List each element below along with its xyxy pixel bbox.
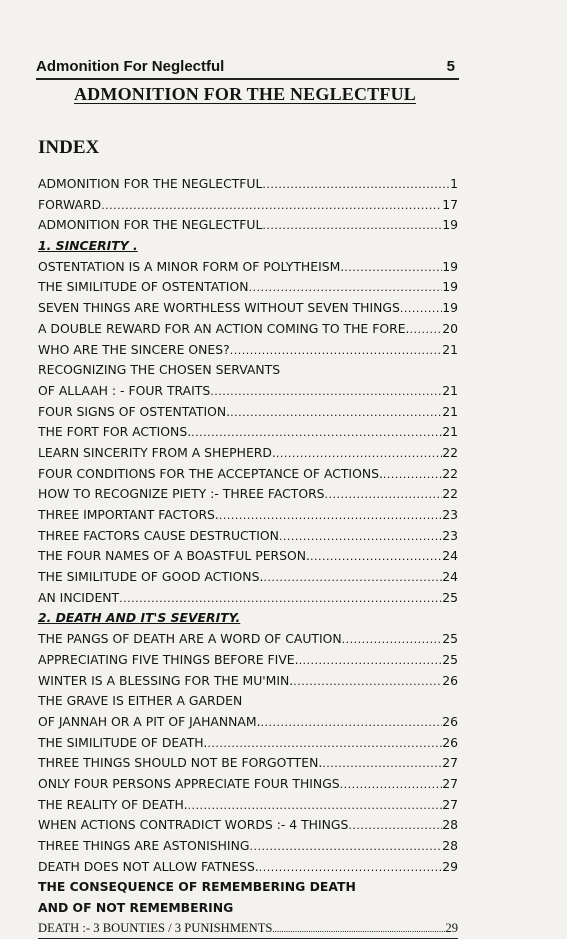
toc-entry <box>38 815 458 836</box>
toc-entry-title: OSTENTATION IS A MINOR FORM OF POLYTHEISM. <box>38 258 345 274</box>
toc-entry-page: 27 <box>442 755 458 771</box>
toc-entry-title: THREE FACTORS CAUSE DESTRUCTION <box>38 527 279 543</box>
toc-entry <box>38 422 458 443</box>
toc-entry <box>38 215 458 236</box>
dot-leader <box>230 341 443 361</box>
dot-leader <box>191 423 442 443</box>
toc-entry <box>38 588 458 609</box>
toc-entry-page: 21 <box>442 403 458 419</box>
dot-leader <box>279 527 442 547</box>
toc-entry-title: RECOGNIZING THE CHOSEN SERVANTS <box>38 362 281 378</box>
toc-entry <box>38 629 458 650</box>
dot-leader <box>400 299 442 319</box>
toc-entry-page: 28 <box>442 817 458 833</box>
toc-entry <box>38 505 458 526</box>
toc-entry <box>38 298 458 319</box>
toc-entry-title: 2. DEATH AND IT'S SEVERITY. <box>38 610 241 626</box>
toc-entry-page: 22 <box>442 444 458 460</box>
toc-entry-title: ONLY FOUR PERSONS APPRECIATE FOUR THINGS <box>38 775 340 791</box>
dot-leader <box>409 320 442 340</box>
toc-entry-title: THE FOUR NAMES OF A BOASTFUL PERSON. <box>38 548 310 564</box>
toc-entry-title: THE SIMILITUDE OF DEATH. <box>38 734 208 750</box>
toc-entry-page: 27 <box>442 796 458 812</box>
toc-entry <box>38 257 458 278</box>
toc-entry-title: THREE IMPORTANT FACTORS. <box>38 507 219 522</box>
toc-entry <box>38 381 458 402</box>
toc-entry <box>38 340 458 361</box>
toc-entry-title: THE SIMILITUDE OF OSTENTATION <box>38 279 249 295</box>
toc-entry-page: 27 <box>442 775 458 791</box>
dot-leader <box>276 444 442 464</box>
toc-entry <box>38 608 458 629</box>
dot-leader <box>322 754 442 774</box>
toc-entry-title: THE SIMILITUDE OF GOOD ACTIONS. <box>38 569 264 585</box>
dot-leader <box>262 175 450 195</box>
toc-entry <box>38 526 458 547</box>
toc-entry-page: 19 <box>442 300 458 316</box>
toc-entry <box>38 795 458 816</box>
toc-entry-page: 25 <box>442 589 458 605</box>
toc-entry <box>38 919 458 939</box>
toc-entry-title: 1. SINCERITY . <box>38 238 138 254</box>
toc-entry-title: FOUR CONDITIONS FOR THE ACCEPTANCE OF ACTIONS. <box>38 465 383 481</box>
dot-leader <box>325 485 443 505</box>
dot-leader <box>340 775 443 795</box>
dot-leader <box>383 465 442 485</box>
index-heading: INDEX <box>38 137 100 158</box>
toc-entry-page: 22 <box>442 465 458 481</box>
toc-entry-page: 23 <box>442 507 458 522</box>
toc-entry <box>38 898 458 919</box>
toc-entry <box>38 174 458 195</box>
toc-entry-page: 21 <box>442 424 458 440</box>
toc-entry-title: THE FORT FOR ACTIONS. <box>38 424 192 440</box>
toc-entry-page: 26 <box>442 672 458 688</box>
toc-entry-page: 26 <box>442 713 458 729</box>
toc-entry <box>38 774 458 795</box>
dot-leader <box>101 196 442 216</box>
toc-entry-page: 22 <box>442 486 458 502</box>
toc-entry <box>38 360 458 381</box>
toc-entry-page: 24 <box>442 548 458 564</box>
dot-leader <box>210 382 442 402</box>
toc-entry-title: ADMONITION FOR THE NEGLECTFUL <box>38 176 263 191</box>
dot-leader <box>262 216 442 236</box>
toc-entry-title: WHO ARE THE SINCERE ONES? <box>38 341 230 357</box>
toc-entry-title: DEATH DOES NOT ALLOW FATNESS. <box>38 858 259 874</box>
dot-leader <box>249 837 442 857</box>
toc-entry-title: FORWARD <box>38 196 102 212</box>
toc-entry <box>38 753 458 774</box>
toc-entry-page: 29 <box>445 920 458 935</box>
toc-entry-title: FOUR SIGNS OF OSTENTATION. <box>38 403 231 419</box>
toc-entry-page: 21 <box>442 341 458 357</box>
dot-leader <box>230 403 442 423</box>
toc-entry <box>38 877 458 898</box>
toc-entry-title: SEVEN THINGS ARE WORTHLESS WITHOUT SEVEN THINGS <box>38 300 400 316</box>
toc-entry-page: 24 <box>442 569 458 585</box>
toc-entry <box>38 236 458 257</box>
toc-entry-page: 25 <box>442 651 458 667</box>
toc-entry-title: APPRECIATING FIVE THINGS BEFORE FIVE. <box>38 651 299 667</box>
toc-entry <box>38 443 458 464</box>
toc-entry-page: 25 <box>442 631 458 647</box>
toc-entry-title: THREE THINGS ARE ASTONISHING <box>38 838 250 853</box>
toc-entry <box>38 546 458 567</box>
toc-entry <box>38 671 458 692</box>
toc-entry <box>38 319 458 340</box>
toc-entry-page: 19 <box>442 217 458 233</box>
toc-entry-title: DEATH :- 3 BOUNTIES / 3 PUNISHMENTS <box>38 920 273 935</box>
toc-entry-title: THE REALITY OF DEATH. <box>38 796 188 812</box>
toc-entry-title: ADMONITION FOR THE NEGLECTFUL <box>38 217 263 233</box>
toc-entry-page: 26 <box>442 734 458 750</box>
toc-entry-title: THREE THINGS SHOULD NOT BE FORGOTTEN. <box>38 755 323 771</box>
toc-entry-title: OF JANNAH OR A PIT OF JAHANNAM. <box>38 713 261 729</box>
dot-leader <box>207 734 442 754</box>
toc-entry-title: THE PANGS OF DEATH ARE A WORD OF CAUTION <box>38 631 342 647</box>
dot-leader <box>188 796 443 816</box>
dot-leader <box>272 920 445 939</box>
dot-leader <box>259 858 442 878</box>
toc-entry <box>38 402 458 423</box>
toc-entry-title: A DOUBLE REWARD FOR AN ACTION COMING TO THE FORE. <box>38 320 410 336</box>
toc-entry-title: AND OF NOT REMEMBERING <box>38 900 234 916</box>
running-title: Admonition For Neglectful <box>36 58 225 75</box>
toc-entry-title: LEARN SINCERITY FROM A SHEPHERD. <box>38 444 276 460</box>
toc-entry-title: THE CONSEQUENCE OF REMEMBERING DEATH <box>38 879 356 895</box>
document-title: ADMONITION FOR THE NEGLECTFUL <box>73 84 416 104</box>
toc-entry <box>38 691 458 712</box>
toc-entry-title: WHEN ACTIONS CONTRADICT WORDS :- 4 THINGS <box>38 817 349 833</box>
toc-entry-title: THE GRAVE IS EITHER A GARDEN <box>38 693 243 709</box>
toc-entry <box>38 195 458 216</box>
toc-entry <box>38 733 458 754</box>
toc-entry-title: HOW TO RECOGNIZE PIETY :- THREE FACTORS <box>38 486 325 502</box>
dot-leader <box>342 630 443 650</box>
toc-entry <box>38 567 458 588</box>
toc-entry-page: 29 <box>442 858 458 874</box>
dot-leader <box>261 713 443 733</box>
toc-entry <box>38 277 458 298</box>
dot-leader <box>119 589 442 609</box>
dot-leader <box>310 547 442 567</box>
toc-entry-title: WINTER IS A BLESSING FOR THE MU'MIN. <box>38 672 294 688</box>
toc-entry <box>38 464 458 485</box>
running-header <box>36 56 459 80</box>
toc-entry-title: OF ALLAAH : - FOUR TRAITS <box>38 382 211 398</box>
toc-entry-page: 19 <box>442 258 458 274</box>
toc-entry-page: 20 <box>442 320 458 336</box>
toc-entry <box>38 650 458 671</box>
toc-entry-page: 23 <box>442 527 458 543</box>
dot-leader <box>293 672 442 692</box>
dot-leader <box>219 506 442 526</box>
toc-entry-title: AN INCIDENT <box>38 589 120 605</box>
toc-entry <box>38 712 458 733</box>
dot-leader <box>263 568 442 588</box>
dot-leader <box>344 258 442 278</box>
table-of-contents <box>38 174 458 939</box>
dot-leader <box>249 278 443 298</box>
toc-entry <box>38 857 458 878</box>
toc-entry-page: 21 <box>442 382 458 398</box>
toc-entry-page: 19 <box>442 279 458 295</box>
page-number: 5 <box>446 58 455 75</box>
dot-leader <box>299 651 443 671</box>
toc-entry-page: 17 <box>442 196 458 212</box>
dot-leader <box>348 816 442 836</box>
toc-entry <box>38 836 458 857</box>
toc-entry-page: 28 <box>442 838 458 853</box>
toc-entry-page: 1 <box>450 176 458 191</box>
toc-entry <box>38 484 458 505</box>
